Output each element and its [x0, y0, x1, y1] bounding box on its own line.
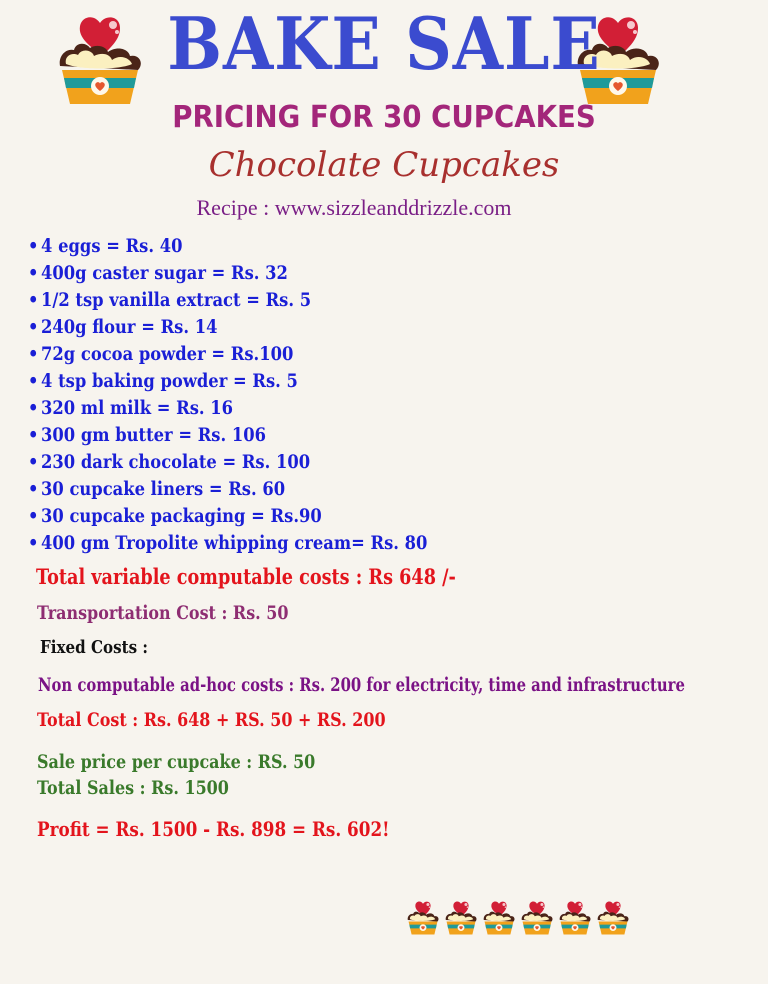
- non-computable-costs: Non computable ad-hoc costs : Rs. 200 for electricity, time and infrastructure: [38, 674, 685, 696]
- total-sales: Total Sales : Rs. 1500: [37, 777, 229, 799]
- total-variable-costs: Total variable computable costs : Rs 648 /-: [36, 564, 456, 589]
- bullet: •: [28, 505, 39, 527]
- cupcake-icon: [442, 896, 480, 938]
- page-title: BAKE SALE: [167, 1, 601, 86]
- bullet: •: [28, 343, 39, 365]
- bullet: •: [28, 424, 39, 446]
- cupcake-row: [404, 896, 632, 938]
- recipe-link[interactable]: Recipe : www.sizzleanddrizzle.com: [196, 195, 512, 220]
- ingredient-text: 4 eggs = Rs. 40: [41, 235, 183, 257]
- sale-price-per-cupcake: Sale price per cupcake : RS. 50: [37, 751, 316, 773]
- ingredient-item: [28, 530, 427, 557]
- bullet: •: [28, 532, 39, 554]
- bullet: •: [28, 262, 39, 284]
- bullet: •: [28, 289, 39, 311]
- bullet: •: [28, 316, 39, 338]
- ingredient-text: 240g flour = Rs. 14: [41, 316, 218, 338]
- ingredient-text: 30 cupcake liners = Rs. 60: [41, 478, 286, 500]
- ingredient-item: [28, 341, 427, 368]
- cupcake-icon: [518, 896, 556, 938]
- ingredient-item: [28, 422, 427, 449]
- ingredient-text: 30 cupcake packaging = Rs.90: [41, 505, 322, 527]
- bullet: •: [28, 478, 39, 500]
- cupcake-icon: [556, 896, 594, 938]
- cupcake-icon: [404, 896, 442, 938]
- cupcake-icon: [480, 896, 518, 938]
- ingredient-item: [28, 233, 427, 260]
- ingredient-item: [28, 287, 427, 314]
- product-name: Chocolate Cupcakes: [208, 145, 560, 185]
- total-cost: Total Cost : Rs. 648 + RS. 50 + RS. 200: [37, 709, 386, 731]
- ingredient-text: 320 ml milk = Rs. 16: [41, 397, 234, 419]
- pricing-subtitle: PRICING FOR 30 CUPCAKES: [172, 100, 596, 135]
- bullet: •: [28, 235, 39, 257]
- bullet: •: [28, 451, 39, 473]
- ingredient-text: 1/2 tsp vanilla extract = Rs. 5: [41, 289, 312, 311]
- bullet: •: [28, 370, 39, 392]
- ingredient-text: 230 dark chocolate = Rs. 100: [41, 451, 311, 473]
- ingredient-item: [28, 395, 427, 422]
- ingredient-text: 400 gm Tropolite whipping cream= Rs. 80: [41, 532, 428, 554]
- ingredient-text: 400g caster sugar = Rs. 32: [41, 262, 288, 284]
- ingredient-text: 300 gm butter = Rs. 106: [41, 424, 266, 446]
- bullet: •: [28, 397, 39, 419]
- fixed-costs-heading: Fixed Costs :: [40, 637, 148, 658]
- ingredient-list: [28, 233, 492, 557]
- transportation-cost: Transportation Cost : Rs. 50: [37, 602, 289, 624]
- profit: Profit = Rs. 1500 - Rs. 898 = Rs. 602!: [37, 817, 390, 841]
- cupcake-icon: [594, 896, 632, 938]
- ingredient-item: [28, 314, 427, 341]
- ingredient-text: 72g cocoa powder = Rs.100: [41, 343, 294, 365]
- ingredient-item: [28, 368, 427, 395]
- ingredient-item: [28, 503, 427, 530]
- ingredient-item: [28, 476, 427, 503]
- ingredient-item: [28, 260, 427, 287]
- ingredient-text: 4 tsp baking powder = Rs. 5: [41, 370, 298, 392]
- ingredient-item: [28, 449, 427, 476]
